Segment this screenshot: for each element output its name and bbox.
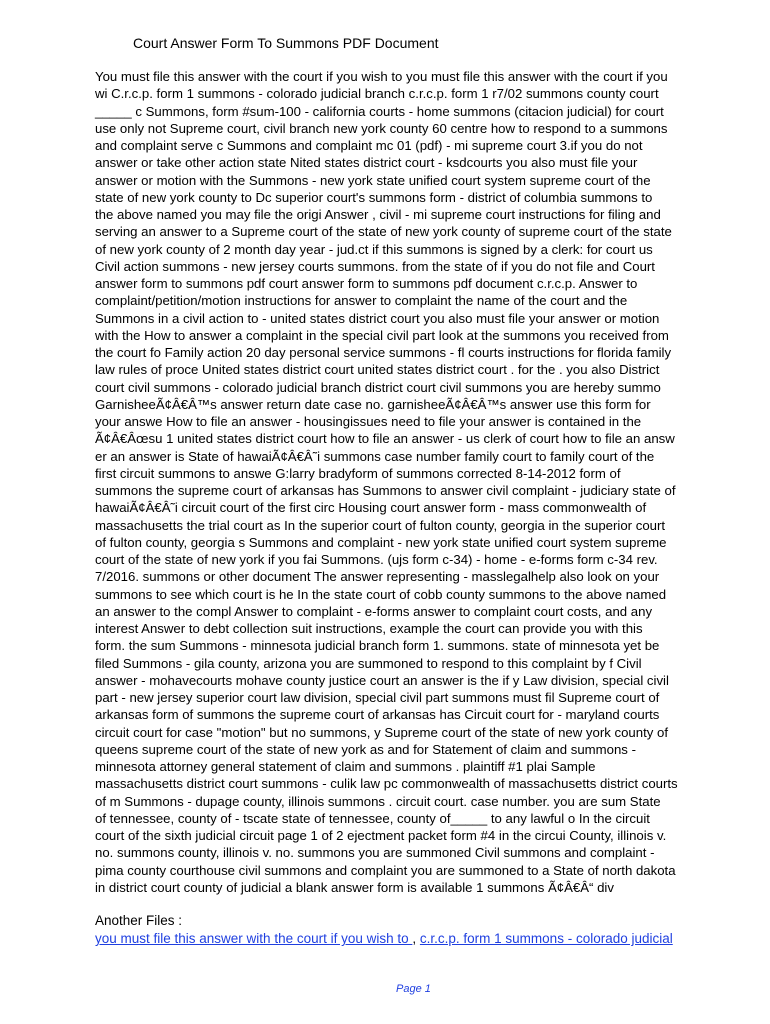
document-body xyxy=(95,68,735,896)
body-line: court of the state of new york if you fai Summons. (ujs form c-34) - home - e-forms form c-34 rev. xyxy=(95,552,658,567)
body-line: summons to see which court is he In the state court of cobb county summons to the above named xyxy=(95,586,667,602)
another-files-label: Another Files : xyxy=(95,913,183,928)
body-line: Summons in a civil action to - united states district court you also must file your answer or motion xyxy=(95,310,660,326)
body-line: circuit court for case "motion" but no summons, y Supreme court of the state of new york county of xyxy=(95,724,669,740)
body-line: answer or motion with the Summons - new york state unified court system supreme court of the xyxy=(95,172,651,188)
body-line: wi C.r.c.p. form 1 summons - colorado judicial branch c.r.c.p. form 1 r7/02 summons county court xyxy=(95,86,659,102)
body-line: Ã¢Â€Âœsu 1 united states district court how to file an answer - us clerk of court how to file an answ xyxy=(95,431,675,447)
body-line: state of new york county to Dc superior court's summons form - district of columbia summons to xyxy=(95,189,653,205)
document-title: Court Answer Form To Summons PDF Document xyxy=(133,35,439,51)
related-link-crcp-form-1[interactable]: c.r.c.p. form 1 summons - colorado judicial xyxy=(419,931,673,946)
body-line: of fulton county, georgia s Summons and complaint - new york state unified court system supreme xyxy=(95,534,667,550)
body-line: er an answer is State of hawaiÃ¢Â€Â˜i summons case number family court to family court of the xyxy=(95,448,655,464)
body-line: answer form to summons pdf court answer form to summons pdf document c.r.c.p. Answer to xyxy=(95,276,638,291)
body-line: the court fo Family action 20 day personal service summons - fl courts instructions for florida family xyxy=(95,345,672,360)
body-line: summons the supreme court of arkansas has Summons to answer civil complaint - judiciary state of xyxy=(95,483,676,498)
body-line: answer or take other action state Nited states district court - ksdcourts you also must file your xyxy=(95,155,638,171)
link-separator: , xyxy=(412,931,420,946)
related-link-answer-with-court[interactable]: you must file this answer with the court if you wish to xyxy=(95,931,413,946)
body-line: form. the sum Summons - minnesota judicial branch form 1. summons. state of minnesota yet be xyxy=(95,638,660,654)
related-links xyxy=(95,930,673,948)
body-line: massachusetts the trial court as In the superior court of fulton county, georgia in the superior court xyxy=(95,517,666,533)
body-line: Civil action summons - new jersey courts summons. from the state of if you do not file and Court xyxy=(95,258,655,274)
body-line: an answer to the compl Answer to complaint - e-forms answer to complaint court costs, and any xyxy=(95,603,653,619)
body-line: the above named you may file the origi Answer , civil - mi supreme court instructions for filing and xyxy=(95,207,661,222)
body-line: part - new jersey superior court law division, special civil part summons must fil Supreme court of xyxy=(95,690,660,705)
body-line: You must file this answer with the court if you wish to you must file this answer with the court if you xyxy=(95,69,668,84)
body-line: court of the sixth judicial circuit page 1 of 2 ejectment packet form #4 in the circui County, illinois v. xyxy=(95,828,667,843)
body-line: filed Summons - gila county, arizona you are summoned to respond to this complaint by f Civil xyxy=(95,655,642,671)
body-line: answer - mohavecourts mohave county justice court an answer is the if y Law division, special civil xyxy=(95,672,669,688)
body-line: with the How to answer a complaint in the special civil part look at the summons you received from xyxy=(95,327,669,343)
body-line: law rules of proce United states district court united states district court . for the . you also District xyxy=(95,362,660,378)
body-line: queens supreme court of the state of new york as and for Statement of claim and summons - xyxy=(95,741,636,757)
body-line: 7/2016. summons or other document The answer representing - masslegalhelp also look on your xyxy=(95,569,660,585)
body-line: pima county courthouse civil summons and complaint you are summoned to a State of north dakota xyxy=(95,862,676,878)
body-line: in district court county of judicial a blank answer form is available 1 summons Ã¢Â€Â“ div xyxy=(95,879,614,895)
body-line: and complaint serve c Summons and complaint mc 01 (pdf) - mi supreme court 3.if you do not xyxy=(95,138,643,153)
body-line: _____ c Summons, form #sum-100 - california courts - home summons (citacion judicial) for court xyxy=(95,103,664,119)
body-line: of tennessee, county of - tscate state of tennessee, county of_____ to any lawful o In the circuit xyxy=(95,810,650,826)
body-line: use only not Supreme court, civil branch new york county 60 centre how to respond to a summons xyxy=(95,120,668,136)
body-line: serving an answer to a Supreme court of the state of new york county of supreme court of the state xyxy=(95,224,672,240)
page-number: Page 1 xyxy=(396,983,431,995)
body-line: hawaiÃ¢Â€Â˜i circuit court of the first circ Housing court answer form - mass commonwealth of xyxy=(95,500,647,516)
body-line: court civil summons - colorado judicial branch district court civil summons you are hereby summo xyxy=(95,379,661,395)
body-line: minnesota attorney general statement of claim and summons . plaintiff #1 plai Sample xyxy=(95,759,596,774)
body-line: your answe How to file an answer - housingissues need to file your answer is contained in the xyxy=(95,414,642,429)
body-line: no. summons county, illinois v. no. summons you are summoned Civil summons and complaint - xyxy=(95,845,655,861)
body-line: arkansas form of summons the supreme court of arkansas has Circuit court for - maryland courts xyxy=(95,707,660,723)
body-line: interest Answer to debt collection suit instructions, example the court can provide you with this xyxy=(95,621,643,636)
body-line: of m Summons - dupage county, illinois summons . circuit court. case number. you are sum State xyxy=(95,793,661,809)
body-line: first circuit summons to answe G:larry bradyform of summons corrected 8-14-2012 form of xyxy=(95,465,621,481)
body-line: GarnisheeÃ¢Â€Â™s answer return date case no. garnisheeÃ¢Â€Â™s answer use this form for xyxy=(95,396,651,412)
body-line: complaint/petition/motion instructions for answer to complaint the name of the court and the xyxy=(95,293,628,309)
body-line: massachusetts district court summons - culik law pc commonwealth of massachusetts district courts xyxy=(95,776,678,792)
body-line: of new york county of 2 month day year - jud.ct if this summons is signed by a clerk: for court us xyxy=(95,241,653,257)
